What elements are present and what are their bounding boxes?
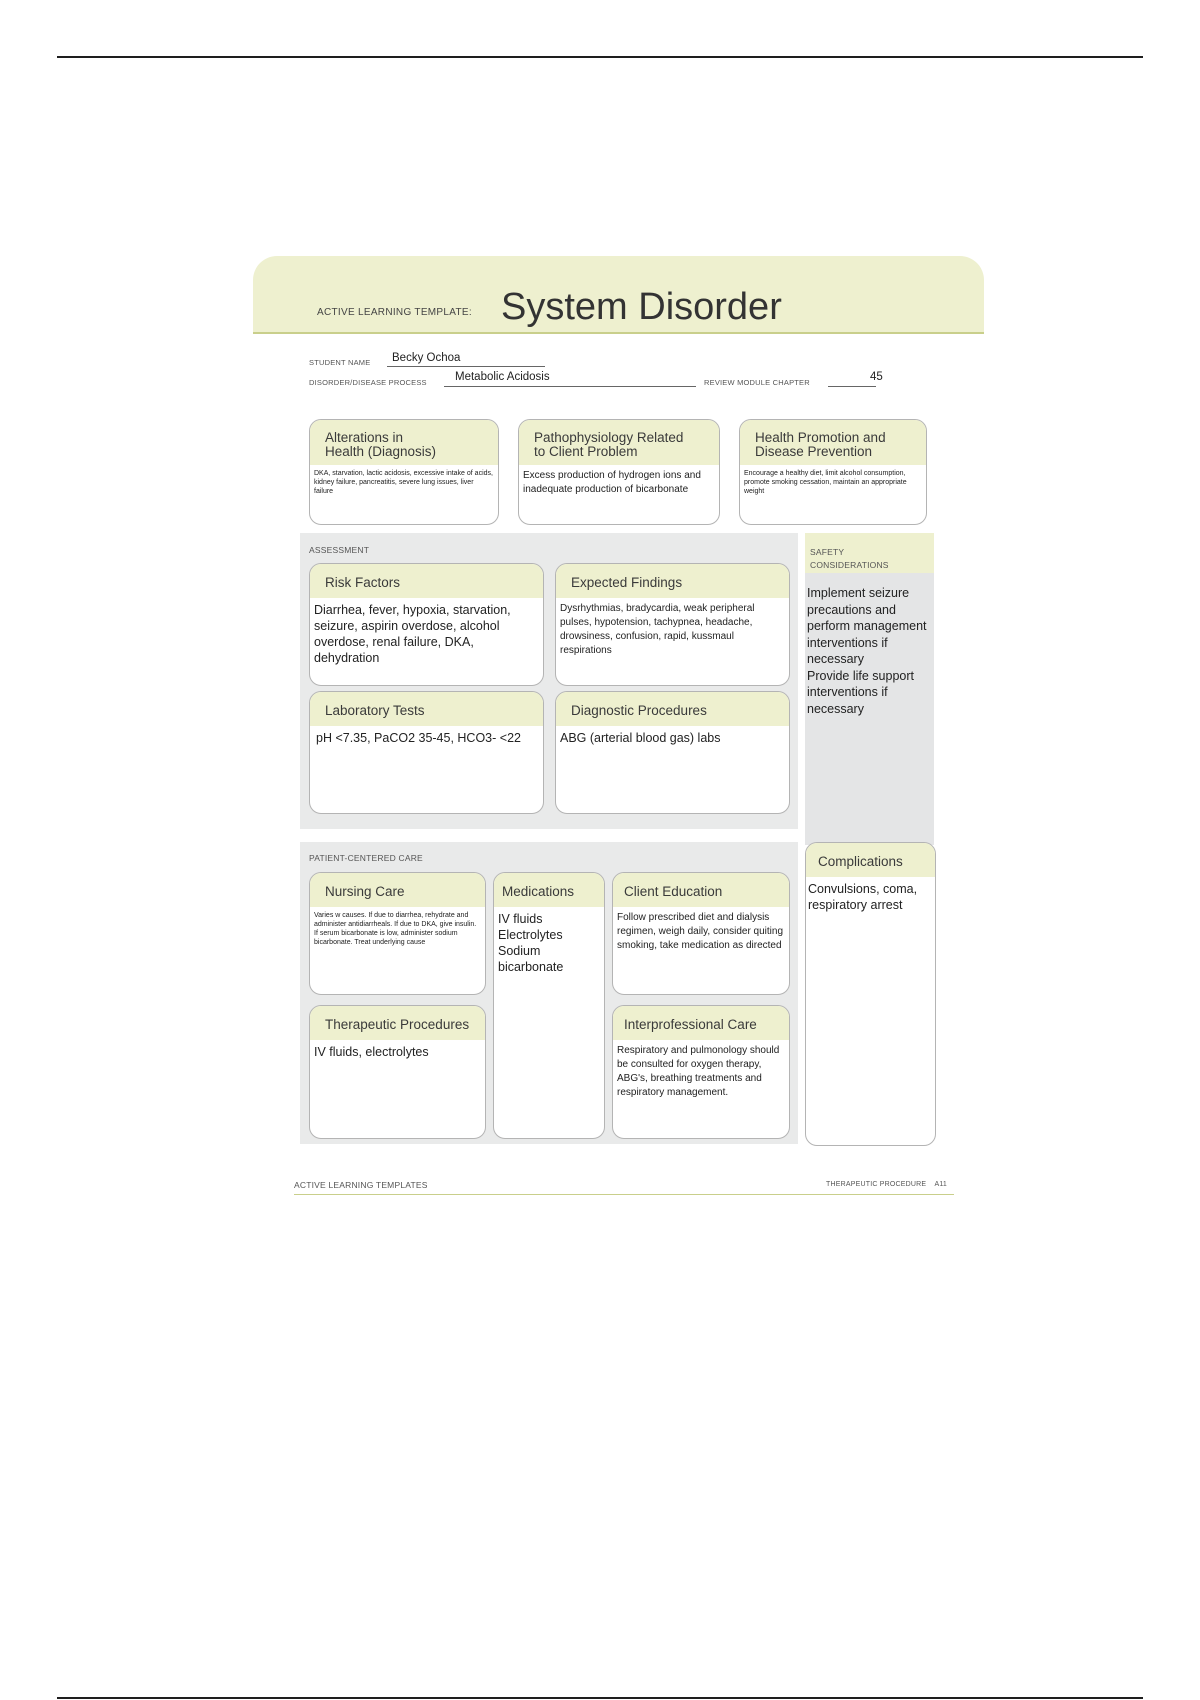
expected-findings-box	[555, 563, 790, 686]
disorder-value[interactable]: Metabolic Acidosis	[455, 371, 550, 383]
alterations-body[interactable]: DKA, starvation, lactic acidosis, excessive intake of acids, kidney failure, pancreatitis, severe lung issues, liver failure	[314, 470, 493, 495]
disorder-underline	[444, 386, 696, 387]
pathophysiology-body[interactable]: Excess production of hydrogen ions and inadequate production of bicarbonate	[523, 470, 701, 495]
safety-panel	[805, 533, 934, 845]
template-banner	[253, 256, 984, 334]
laboratory-tests-box	[309, 691, 544, 814]
safety-body[interactable]: Implement seizure precautions and perform management interventions if necessary Provide life support interventions if necessary	[807, 586, 927, 716]
patient-centered-care-label: PATIENT-CENTERED CARE	[309, 853, 423, 863]
nursing-care-body[interactable]: Varies w causes. If due to diarrhea, rehydrate and administer antidiarrheals. If due to DKA, give insulin. If serum bicarbonate is low, administer sodium bicarbonate. Treat underlying cause	[314, 912, 477, 946]
laboratory-tests-heading: Laboratory Tests	[310, 692, 543, 726]
chapter-label: REVIEW MODULE CHAPTER	[704, 378, 810, 387]
risk-factors-heading: Risk Factors	[310, 564, 543, 598]
interprofessional-care-body[interactable]: Respiratory and pulmonology should be consulted for oxygen therapy, ABG's, breathing treatments and respiratory management.	[617, 1045, 780, 1098]
footer-divider	[294, 1194, 954, 1195]
complications-heading: Complications	[806, 843, 935, 877]
health-promotion-heading: Health Promotion and Disease Prevention	[740, 420, 926, 465]
medications-heading: Medications	[494, 873, 604, 907]
bottom-rule	[57, 1697, 1143, 1699]
disorder-label: DISORDER/DISEASE PROCESS	[309, 378, 427, 387]
risk-factors-body[interactable]: Diarrhea, fever, hypoxia, starvation, seizure, aspirin overdose, alcohol overdose, renal failure, DKA, dehydration	[314, 603, 511, 665]
health-promotion-box	[739, 419, 927, 525]
interprofessional-care-heading: Interprofessional Care	[613, 1006, 789, 1040]
complications-body[interactable]: Convulsions, coma, respiratory arrest	[808, 882, 918, 912]
client-education-heading: Client Education	[613, 873, 789, 907]
footer-left: ACTIVE LEARNING TEMPLATES	[294, 1180, 428, 1190]
chapter-value[interactable]: 45	[870, 371, 883, 383]
risk-factors-box	[309, 563, 544, 686]
pathophysiology-heading: Pathophysiology Related to Client Problem	[519, 420, 719, 465]
diagnostic-procedures-box	[555, 691, 790, 814]
chapter-underline	[828, 386, 876, 387]
therapeutic-procedures-box	[309, 1005, 486, 1139]
page-title: System Disorder	[501, 286, 782, 328]
top-rule	[57, 56, 1143, 58]
pathophysiology-box	[518, 419, 720, 525]
student-name-value[interactable]: Becky Ochoa	[392, 352, 461, 364]
medications-box	[493, 872, 605, 1139]
alterations-heading: Alterations in Health (Diagnosis)	[310, 420, 498, 465]
complications-box	[805, 842, 936, 1146]
student-name-label: STUDENT NAME	[309, 358, 371, 367]
footer-right: THERAPEUTIC PROCEDURE A11	[826, 1181, 947, 1188]
interprofessional-care-box	[612, 1005, 790, 1139]
laboratory-tests-body[interactable]: pH <7.35, PaCO2 35-45, HCO3- <22	[316, 731, 521, 745]
client-education-body[interactable]: Follow prescribed diet and dialysis regimen, weigh daily, consider quiting smoking, take medication as directed	[617, 912, 784, 951]
diagnostic-procedures-heading: Diagnostic Procedures	[556, 692, 789, 726]
assessment-label: ASSESSMENT	[309, 545, 370, 555]
expected-findings-body[interactable]: Dysrhythmias, bradycardia, weak peripheral pulses, hypotension, tachypnea, headache, drowsiness, confusion, rapid, kussmaul respirations	[560, 603, 755, 656]
nursing-care-heading: Nursing Care	[310, 873, 485, 907]
health-promotion-body[interactable]: Encourage a healthy diet, limit alcohol consumption, promote smoking cessation, maintain an appropriate weight	[744, 470, 907, 495]
therapeutic-procedures-heading: Therapeutic Procedures	[310, 1006, 485, 1040]
template-label: ACTIVE LEARNING TEMPLATE:	[317, 307, 472, 318]
student-name-underline	[387, 366, 545, 367]
alterations-box	[309, 419, 499, 525]
therapeutic-procedures-body[interactable]: IV fluids, electrolytes	[314, 1045, 429, 1059]
medications-body[interactable]: IV fluids Electrolytes Sodium bicarbonate	[498, 912, 564, 974]
expected-findings-heading: Expected Findings	[556, 564, 789, 598]
client-education-box	[612, 872, 790, 995]
diagnostic-procedures-body[interactable]: ABG (arterial blood gas) labs	[560, 731, 721, 745]
safety-label: SAFETY CONSIDERATIONS	[805, 533, 934, 573]
nursing-care-box	[309, 872, 486, 995]
